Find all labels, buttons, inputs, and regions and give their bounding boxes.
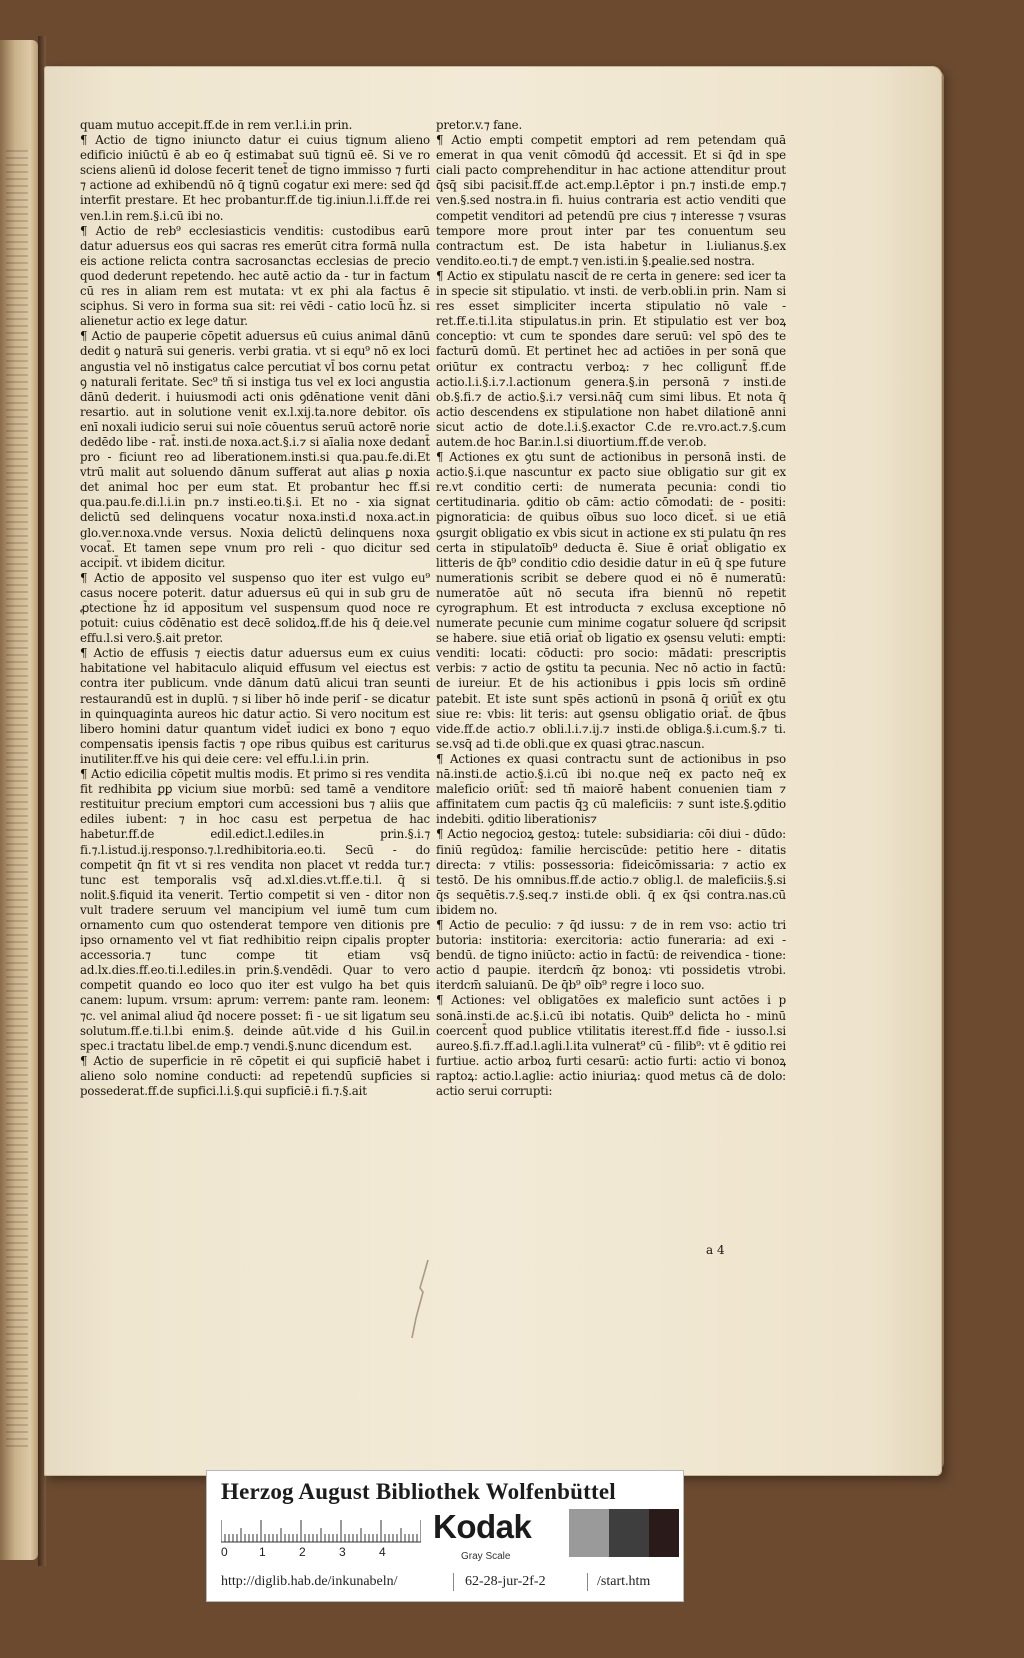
ruler-number: 4 <box>379 1545 386 1559</box>
library-title: Herzog August Bibliothek Wolfenbüttel <box>221 1479 616 1504</box>
library-color-target-label <box>206 1470 684 1602</box>
ruler-number: 1 <box>259 1545 266 1559</box>
divider <box>587 1573 588 1591</box>
ruler-number: 2 <box>299 1545 306 1559</box>
gray-scale-caption: Gray Scale <box>461 1551 511 1562</box>
gray-swatch-dark <box>609 1509 649 1557</box>
previous-page-edge <box>0 40 38 1560</box>
start-path: /start.htm <box>597 1574 651 1589</box>
ruler-number: 3 <box>339 1545 346 1559</box>
label-footer <box>217 1571 673 1593</box>
gray-swatch-black <box>649 1509 679 1557</box>
pen-stroke-mark <box>408 1258 432 1340</box>
shelfmark: 62-28-jur-2f-2 <box>465 1574 546 1589</box>
ruler-number: 0 <box>221 1545 228 1559</box>
text-column-right: pretor.v.⁊ fane. ¶ Actio empti competit emptori ad rem petendam quā emerat in qua venit cōmodū q̄d accessit. Et si q̄d in spe ciali pacto comprehenditur in hac actione attenditur prout q̄sq̄ sibi pacisit̄.ff.de act.emp.l.ēptor i pn.⁊ insti.de emp.⁊ ven.§.sed nostra.in fi. huius contraria est actio venditi que competit venditori ad petendū pre cius ⁊ interesse ⁊ vsuras tempore more prout inter par tes conuentum seu contractum est. De ista habetur in l.iulianus.§.ex vendito.eo.ti.⁊ de empt.⁊ ven.isti.in §.ꝑealie.sed nostra. ¶ Actio ex stipulatu nascit̄ de re certa in genere: sed icer ta in specie sit stipulatio. vt insti. de verb.obli.in prin. Nam si res esset simpliciter incerta stipulatio nō vale - ret.ff.e.ti.l.ita stipulatus.in prin. Et stipulatio est ver boꝝ conceptio: vt cum te spondes dare seruū: vel spō des te facturū domū. Et pertinet hec ad actiōes in per sonā que oriūtur ex contractu verboꝝ: ⁊ hec colligunt̄ ff.de actio.l.i.§.i.⁊.l.actionum genera.§.in personā ⁊ insti.de ob.§.fi.⁊ de actio.§.i.⁊ versi.nāq̄ cum simi libus. Et nota q̄ actio descendens ex stipulatione non habet dilationē anni sicut actio de dote.l.i.§.exactor C.de re.vro.act.⁊.§.cum autem.de hoc Bar.in.l.si diuortium.ff.de ver.ob. ¶ Actiones ex ꝯtu sunt de actionibus in personā insti. de actio.§.i.que nascuntur ex pacto siue obligatio sur git ex re.vt conditio certi: de numerata pecunia: condi tio certitudinaria. ꝯditio ob cām: actio cōmodati: de - positi: pignoraticia: de quibus oībus suo loco dicet̄. si ue etiā ꝯsurgit obligatio ex vbis sicut in actione ex sti pulatu q̄n res certa in stipulatoīb⁹ deducta ē. Siue ē oriat̄ obligatio ex litteris de q̄b⁹ conditio cdio desidie datur in eū q̄ spe future numerationis scribit se debere quod ei nō ē numeratū: numeratōe aūt nō secuta ifra biennū nō repetit cyrographum. Et est introducta ⁊ exclusa exceptione nō numerate pecunie cum minime cogatur soluere q̄d scripsit se habere. siue etiā oriat̄ ob ligatio ex ꝯsensu veluti: empti: venditi: locati: cōducti: pro socio: mādati: prescriptis verbis: ⁊ actio de ꝯstitu ta pecunia. Nec nō actio in factū: de iureiur. Et de his actionibus i ꝑpis locis sm̄ ordinē patebit. Et iste sunt spēs actionū in psonā q̄ oriūt̄ ex ꝯtu siue re: vbis: lit teris: aut ꝯsensu obligatio oriat̄. de q̄bus vide.ff.de actio.⁊ obli.l.i.⁊.ij.⁊ insti.de obliga.§.i.cum.§.⁊ ti. se.vsq̄ ad ti.de obli.que ex quasi ꝯtrac.nascun. ¶ Actiones ex quasi contractu sunt de actionibus in pso nā.insti.de actio.§.i.cū ibi no.que neq̄ ex pacto neq̄ ex maleficio oriūt̄: sed tñ maiorē habent conuenien tiam ⁊ affinitatem cum pactis q̄ꝫ cū maleficiis: ⁊ sunt iste.§.ꝯditio indebiti. ꝯditio liberationis⁊ ¶ Actio negocioꝝ gestoꝝ: tutele: subsidiaria: cōi diui - dūdo: finiū regūdoꝝ: familie herciscūde: petitio here - ditatis directa: ⁊ vtilis: possessoria: fideicōmissaria: ⁊ actio ex testō. De his omnibus.ff.de actio.⁊ oblig.l. de maleficiis.§.si q̄s sequētis.⁊.§.seq.⁊ insti.de obli. q̄ ex q̄si contra.nas.cū ibidem no. ¶ Actio de peculio: ⁊ q̄d iussu: ⁊ de in rem vso: actio tri butoria: institoria: exercitoria: actio funeraria: ad exi - bendū. de tigno iniūcto: actio in factū: de reivendica - tione: actio d paupie. iterdcm̄ q̄z bonoꝝ: vti possidetis vtrobi. iterdcm̄ saluianū. De q̄b⁹ oīb⁹ regre i loco suo. ¶ Actiones: vel obligatōes ex maleficio sunt actōes i p sonā.insti.de ac.§.i.cū ibi notatis. Quib⁹ delicta ho - minū coercent̄ quod publice vtilitatis iterest.ff.d fide - iusso.l.si aureo.§.fi.⁊.ff.ad.l.agli.l.ita vulnerat⁹ cū - filib⁹: vt ē ꝯditio rei furtiue. actio arboꝝ furti cesarū: actio furti: actio vi bonoꝝ raptoꝝ: actio.l.aglie: actio iniuriaꝝ: quod metus cā de dolo: actio serui corrupti: <box>436 118 786 1098</box>
scale-ruler <box>221 1517 421 1543</box>
gray-swatch-mid <box>569 1509 609 1557</box>
ruler-numbers <box>221 1545 421 1559</box>
kodak-logo: Kodak <box>433 1508 532 1545</box>
text-column-left: quam mutuo accepit.ff.de in rem ver.l.i.in prin. ¶ Actio de tigno iniuncto datur ei cuius tignum alieno edificio iniūctū ē ab eo q̄ estimabat suū tignū eē. Si ve ro sciens alienū id dolose fecerit tenet̄ de tigno immisso ⁊ furti ⁊ actione ad exhibendū nō q̄ tignū cogatur exi mere: sed q̄d interfit prestare. Et hec probantur.ff.de tig.iniun.l.i.ff.de rei ven.l.in rem.§.i.cū ibi no. ¶ Actio de reb⁹ ecclesiasticis venditis: custodibus earū datur aduersus eos qui sacras res emerūt citra formā nulla eis actione relicta contra sacrosanctas ecclesias de precio quod dederunt repetendo. hec autē actio da - tur in factum cū res in aliam rem est mutata: vt ex phi ala factus ē sciphus. Si vero in forma sua sit: rei vēdi - catio locū h̄z. si alienetur actio ex lege datur. ¶ Actio de pauperie cōpetit aduersus eū cuius animal dānū dedit ꝯ naturā sui generis. verbi gratia. vt si equ⁹ nō ex loci angustia vel nō instigatus calce percutiat vl̄ bos cornu petat ꝯ naturali feritate. Sec⁹ tñ si instiga tus vel ex loci angustia dānū dederit. i huiusmodi acti onis ꝯdēnatione venit dāni resartio. aut in solutione venit ex.l.xij.ta.nore debitor. oīs enī noxali iudicio serui sui noīe cōuentus seruū actorē norie dedēdo libe - rat̄. insti.de noxa.act.§.i.⁊ si aīalia noxe dedant̄ pro - ficiunt reo ad liberationem.insti.si qua.pau.fe.di.Et vtrū malit aut soluendo dānum sufferat aut alias ꝑ noxia det animal hoc per eum stat. Et probantur hec ff.si qua.pau.fe.di.l.i.in pn.⁊ insti.eo.ti.§.i. Et no - xia signat delictū sed delinquens vocatur noxa.insti.d noxa.act.in glo.ver.noxa.vnde versus. Noxia delictū delinquens noxa vocat̄. Et tamen sepe vnum pro reli - quo dicitur sed accipit̄. vt ibidem dicitur. ¶ Actio de apposito vel suspenso quo iter est vulgo eu⁹ casus nocere poterit. datur aduersus eū qui in sub gru de ꝓtectione h̄z id appositum vel suspensum quod noce re potuit: cuius cōdēnatio est decē solidoꝝ.ff.de his q̄ deie.vel effu.l.si vero.§.ait pretor. ¶ Actio de effusis ⁊ eiectis datur aduersus eum ex cuius habitatione vel habitaculo aliquid effusum vel eiectus est contra iter publicum. vnde dānum datū alicui tran seunti restaurandū est in duplū. ⁊ si liber hō inde periſ - se dicatur in quinquaginta aureos hic datur actio. Si vero nocitum est libero homini datur quantum videt̄ iudici ex bono ⁊ equo compensatis ipensis factis ⁊ ope ribus quibus est cariturus inutiliter.ff.ve his qui deie cere: vel effu.l.i.in prin. ¶ Actio edicilia cōpetit multis modis. Et primo si res vendita fit redhibita ꝑꝑ vicium siue morbū: sed tamē a venditore restituitur precium emptori cum accessioni bus ⁊ aliis que ediles iubent: ⁊ in hoc casu est perpetua de hac habetur.ff.de edil.edict.l.ediles.in prin.§.i.⁊ fi.⁊.l.istud.ij.responso.⁊.l.redhibitoria.eo.ti. Secū - do competit q̄n fit vt si res vendita non placet vt redda tur.⁊ tunc est temporalis vsq̄ ad.xl.dies.vt.ff.e.ti.l. q̄ si nolit.§.fiquid ita venerit. Tertio competit si ven - ditor non vult tradere seruum vel mancipium vel iumē tum cum ornamento cum quo ostenderat tempore ven ditionis pre ipso ornamento vel vt fiat redhibitio reipn cipalis propter accessoria.⁊ tunc compe tit etiam vsq̄ ad.lx.dies.ff.eo.ti.l.ediles.in prin.§.vendēdi. Quar to vero competit quando eo loco quo iter est vulgo ha bet quis canem: lupum. vrsum: aprum: verrem: pante ram. leonem: ⁊c. vel animal aliud q̄d nocere posset: fi - ue sit ligatum seu solutum.ff.e.ti.l.bi enim.§. deinde aūt.vide d his Guil.in spec.i tractatu libel.de emp.⁊ vendi.§.nunc dicendum est. ¶ Actio de superficie in rē cōpetit ei qui supficiē habet i alieno solo nomine conducti: ad repetendū supficies si possederat.ff.de supfici.l.i.§.qui supficiē.i fi.⁊.§.ait <box>80 118 430 1098</box>
signature-mark: a 4 <box>706 1243 725 1257</box>
divider <box>453 1573 454 1591</box>
digital-library-url: http://diglib.hab.de/inkunabeln/ <box>221 1574 398 1589</box>
